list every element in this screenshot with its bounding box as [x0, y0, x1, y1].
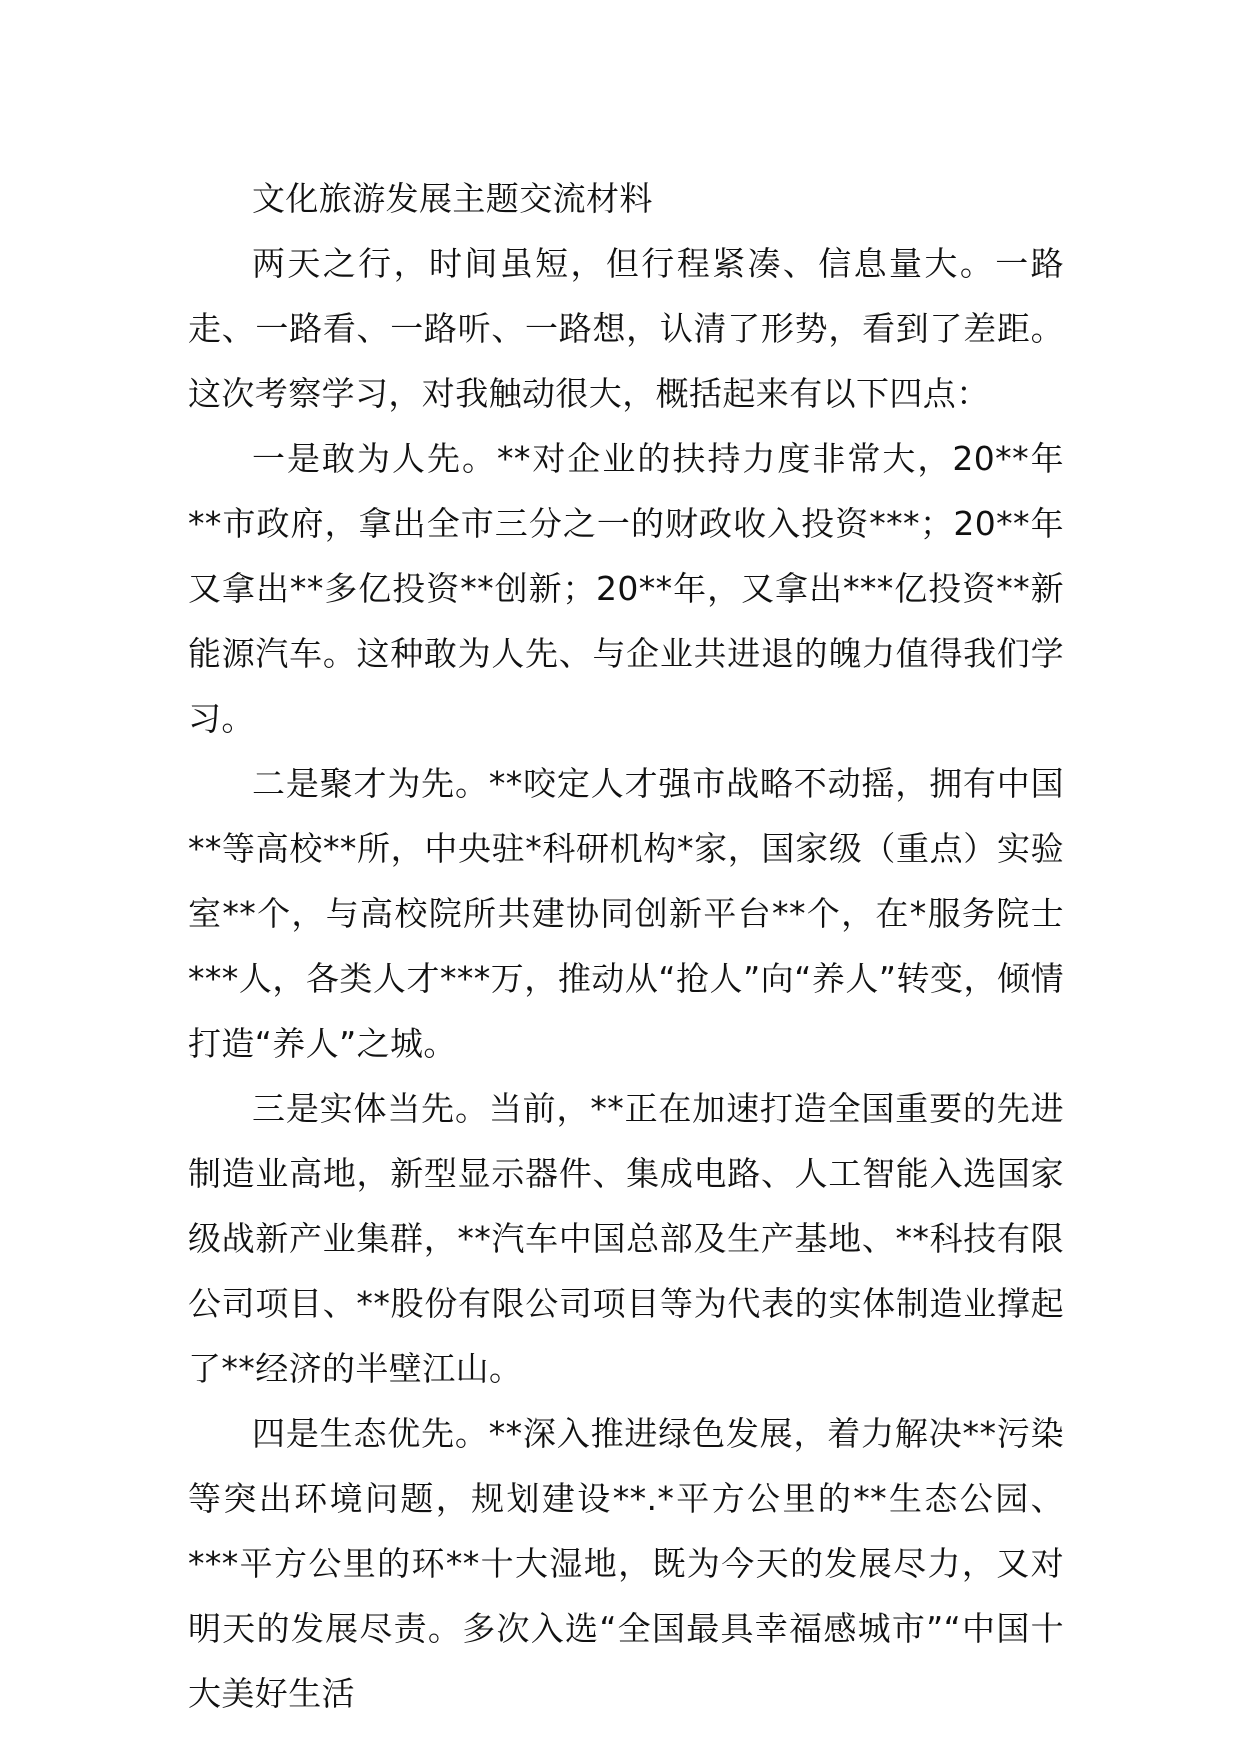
document-title: 文化旅游发展主题交流材料 [252, 179, 653, 218]
paragraph-point-4: 四是生态优先。**深入推进绿色发展，着力解决**污染等突出环境问题，规划建设**.*平方公里的**生态公园、***平方公里的环**十大湿地，既为今天的发展尽力，又对明天的发展尽责。多次入选“全国最具幸福感城市”“中国十大美好生活 [188, 1414, 1064, 1713]
paragraph-point-2: 二是聚才为先。**咬定人才强市战略不动摇，拥有中国**等高校**所，中央驻*科研机构*家，国家级（重点）实验室**个，与高校院所共建协同创新平台**个，在*服务院士***人，各类人才***万，推动从“抢人”向“养人”转变，倾情打造“养人”之城。 [188, 764, 1064, 1063]
paragraph-point-1: 一是敢为人先。**对企业的扶持力度非常大，20**年**市政府，拿出全市三分之一的财政收入投资***；20**年又拿出**多亿投资**创新；20**年，又拿出***亿投资**新能源汽车。这种敢为人先、与企业共进退的魄力值得我们学习。 [188, 439, 1064, 738]
document-page [188, 166, 1064, 1726]
paragraph-point-3: 三是实体当先。当前，**正在加速打造全国重要的先进制造业高地，新型显示器件、集成电路、人工智能入选国家级战新产业集群，**汽车中国总部及生产基地、**科技有限公司项目、**股份有限公司项目等为代表的实体制造业撑起了**经济的半壁江山。 [188, 1089, 1064, 1388]
paragraph-intro: 两天之行，时间虽短，但行程紧凑、信息量大。一路走、一路看、一路听、一路想，认清了形势，看到了差距。这次考察学习，对我触动很大，概括起来有以下四点： [188, 244, 1064, 413]
